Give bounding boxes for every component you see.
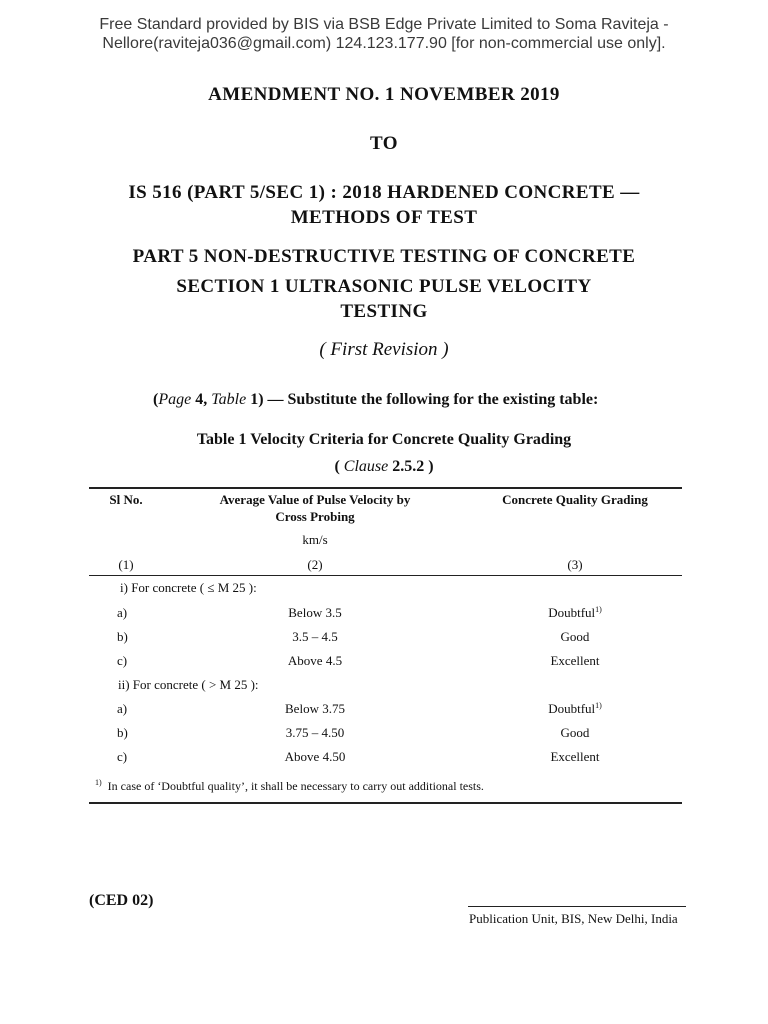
- table-row-grade: [470, 605, 680, 621]
- footnote-mark: 1): [95, 778, 102, 787]
- group-2-label: ii) For concrete ( > M 25 ):: [118, 677, 259, 692]
- table-row-velocity: Below 3.75: [285, 701, 345, 716]
- table-title: Table 1 Velocity Criteria for Concrete Quality Grading: [196, 431, 572, 448]
- header-sl-no: Sl No.: [109, 492, 143, 507]
- table-row-grade: Excellent: [550, 653, 600, 668]
- substitution-instruction: [153, 391, 598, 409]
- table-row-sl: a): [117, 701, 128, 716]
- instruction-page-num: 4,: [191, 391, 212, 408]
- table-row-grade: Good: [560, 629, 590, 644]
- instruction-open: (: [153, 391, 159, 408]
- standard-title-line-2: METHODS OF TEST: [290, 207, 478, 228]
- footnote-ref: 1): [595, 605, 602, 614]
- instruction-table-word: Table: [211, 391, 247, 408]
- table-row-sl: b): [117, 629, 128, 644]
- table-row-velocity: 3.75 – 4.50: [285, 725, 345, 740]
- watermark: [0, 15, 768, 53]
- table-row-sl: c): [117, 653, 128, 668]
- instruction-rest: 1) — Substitute the following for the existing table:: [246, 391, 599, 408]
- revision-note: ( First Revision ): [319, 339, 449, 360]
- table-row-grade: Excellent: [550, 749, 600, 764]
- col-number-1: (1): [118, 557, 134, 572]
- to-heading: TO: [370, 133, 398, 154]
- table-row-velocity: Above 4.5: [287, 653, 343, 668]
- amendment-title: AMENDMENT NO. 1 NOVEMBER 2019: [208, 84, 560, 105]
- header-unit: km/s: [302, 532, 328, 547]
- table-row-grade: Good: [560, 725, 590, 740]
- watermark-line-2: Nellore(raviteja036@gmail.com) 124.123.177.90 [for non-commercial use only].: [102, 35, 666, 52]
- table-row-velocity: 3.5 – 4.5: [292, 629, 338, 644]
- clause-rest: 2.5.2 ): [388, 458, 434, 475]
- publisher-imprint: Publication Unit, BIS, New Delhi, India: [469, 911, 678, 926]
- clause-open: (: [334, 458, 344, 475]
- grade-text: Doubtful: [548, 701, 596, 716]
- table-row-sl: c): [117, 749, 128, 764]
- instruction-page-word: Page: [158, 391, 192, 408]
- table-clause: [0, 458, 768, 476]
- section-heading-line-2: TESTING: [340, 301, 428, 322]
- watermark-line-1: Free Standard provided by BIS via BSB Edge Private Limited to Soma Raviteja -: [99, 16, 669, 33]
- table-row-velocity: Below 3.5: [288, 605, 342, 620]
- table-header-rule: [89, 575, 682, 576]
- table-row-grade: [470, 701, 680, 717]
- clause-word: Clause: [343, 458, 389, 475]
- part-heading: PART 5 NON-DESTRUCTIVE TESTING OF CONCRETE: [132, 246, 636, 267]
- standard-title-line-1: IS 516 (PART 5/SEC 1) : 2018 HARDENED CONCRETE —: [128, 182, 640, 203]
- table-footnote: [95, 779, 484, 794]
- table-row-velocity: Above 4.50: [284, 749, 346, 764]
- group-1-label: i) For concrete ( ≤ M 25 ):: [120, 580, 257, 595]
- footnote-text: In case of ‘Doubtful quality’, it shall be necessary to carry out additional tests.: [107, 779, 484, 793]
- col-number-2: (2): [307, 557, 323, 572]
- publisher-rule: [468, 906, 686, 907]
- section-heading-line-1: SECTION 1 ULTRASONIC PULSE VELOCITY: [176, 276, 592, 297]
- col-number-3: (3): [567, 557, 583, 572]
- header-velocity-line-2: Cross Probing: [275, 509, 355, 524]
- table-top-rule: [89, 487, 682, 489]
- table-bottom-rule: [89, 802, 682, 804]
- header-velocity-line-1: Average Value of Pulse Velocity by: [219, 492, 411, 507]
- committee-code: (CED 02): [89, 892, 154, 909]
- table-row-sl: b): [117, 725, 128, 740]
- header-quality-grading: Concrete Quality Grading: [502, 492, 648, 507]
- table-row-sl: a): [117, 605, 128, 620]
- grade-text: Doubtful: [548, 605, 596, 620]
- footnote-ref: 1): [595, 701, 602, 710]
